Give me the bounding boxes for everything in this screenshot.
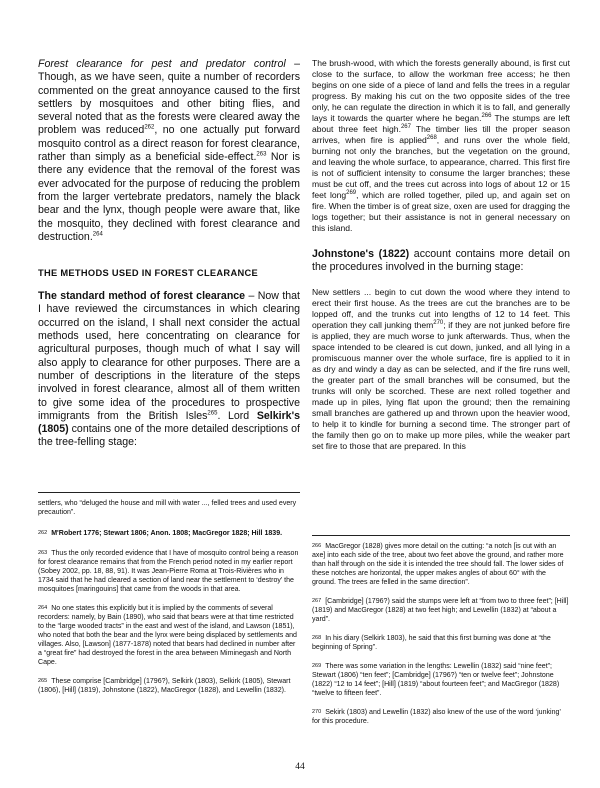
- left-column: [38, 58, 300, 450]
- quote-selkirk: [312, 58, 570, 234]
- left-footnotes: [38, 492, 300, 695]
- footnote-text: Thus the only recorded evidence that I have of mosquito control being a reason for forest clearance remains that from the French period noted in my earlier report (Sobey 2002, pp. 18, 88, 91). It was Jean-Pierre Roma at Trois-Rivières who in 1734 said that he had cleared a section of land near the settlement to ‘destroy’ the mosquitoes [maringouins] that came from the woods in that area.: [38, 550, 299, 593]
- text: account contains more detail on the procedures involved in the burning stage:: [312, 248, 570, 274]
- footnote-text: [Cambridge] (1796?) said the stumps were left at “from two to three feet”; [Hill] (1819) and MacGregor (1828) at two feet high; and Lewellin (1832) at “about a yard”.: [312, 598, 569, 623]
- text: – Now that I have reviewed the circumstances in which clearing occurred on the island, I shall next consider the actual methods used, here concentrating on clearance for agricultural purposes, though much of what I say will also apply to clearance for other purposes. There are a number of descriptions in the literature of the steps involved in forest clearance, almost all of them written to give some idea of the procedures to prospective immigrants from the British Isles: [38, 290, 300, 422]
- text: The stumps are left about three feet high.: [312, 113, 571, 134]
- right-footnotes: [312, 535, 570, 726]
- footnote-text: There was some variation in the lengths: Lewellin (1832) said “nine feet”; Stewart (1806) “ten feet”; [Cambridge] (1796?) “ten or twelve feet”; Johnstone (1822) “12 to 14 feet”; [Hill] (1819) “about fourteen feet”; and MacGregor (1828) “twelve to fifteen feet”.: [312, 663, 560, 697]
- right-column: [312, 58, 570, 452]
- footnote-number: 267: [312, 598, 322, 604]
- bold-citation: Selkirk's (1805): [38, 409, 300, 436]
- footnote-268: [312, 634, 570, 652]
- footnote-270: [312, 708, 570, 726]
- text: , which are rolled together, piled up, and again set on fire. When the timber is of great size, oxen are used for dragging the logs together; but their assistance is not in general necessary on this island.: [312, 190, 570, 233]
- footnote-number: 265: [38, 678, 48, 684]
- footnote-ref[interactable]: 269: [346, 190, 357, 197]
- footnote-rule: [312, 535, 570, 536]
- bold-lead: Johnstone's (1822): [312, 248, 410, 260]
- footnote-262: [38, 529, 300, 538]
- footnote-266: [312, 542, 570, 587]
- footnote-number: 262: [38, 530, 48, 536]
- footnote-number: 264: [38, 605, 48, 611]
- paragraph-standard-method: [38, 290, 300, 450]
- footnote-ref[interactable]: 265: [207, 410, 218, 417]
- footnote-269: [312, 662, 570, 698]
- footnote-ref[interactable]: 263: [256, 151, 267, 158]
- italic-lead: Forest clearance for pest and predator control: [38, 58, 286, 70]
- text: . Lord: [217, 409, 257, 422]
- footnote-number: 263: [38, 550, 48, 556]
- text: New settlers ... begin to cut down the wood where they intend to erect their first house. As the trees are cut the branches are to be lopped off, and the trunks cut into lengths of 12 to 14 feet. This operation they call junking them: [312, 286, 570, 330]
- footnote-text: M'Robert 1776; Stewart 1806; Anon. 1808; MacGregor 1828; Hill 1839.: [51, 530, 283, 537]
- footnote-text: MacGregor (1828) gives more detail on the cutting: “a notch [is cut with an axe] into each side of the tree, about two feet above the ground, and rather more than half through on the side it is intended the tree should fall. The lower sides of these notches are horizontal, the upper makes angles of about 60° with the ground. The trees are felled in the same direction”.: [312, 543, 564, 586]
- footnote-ref[interactable]: 266: [481, 113, 492, 120]
- footnote-264: [38, 604, 300, 667]
- text: The timber lies till the proper season arrives, when fire is applied: [312, 124, 570, 145]
- page-number: 44: [295, 762, 305, 772]
- text: contains one of the more detailed descriptions of the tree-felling stage:: [38, 423, 300, 449]
- text: The brush-wood, with which the forests generally abound, is first cut close to the surface, to allow the workman free access; he then begins on one side of a piece of land and fells the trees in a regular progress. By making his cut on the two opposite sides of the tree only, he can regulate the direction in which it is to fall, and generally lays it towards the quarter where he began.: [312, 58, 570, 123]
- footnote-ref[interactable]: 270: [433, 319, 444, 326]
- text: , no one actually put forward mosquito control as a direct reason for forest clearance, rather than simply as a beneficial side-effect.: [38, 124, 300, 164]
- footnote-text: Sekirk (1803) and Lewellin (1832) also knew of the use of the word ‘junking’ for this procedure.: [312, 709, 561, 725]
- paragraph-johnstone: [312, 248, 570, 275]
- paragraph-pest-control: [38, 58, 300, 244]
- footnote-ref[interactable]: 267: [400, 124, 411, 131]
- text: Nor is there any evidence that the removal of the forest was ever advocated for the purpose of reducing the problem from the larger vertebrate predators, namely the black bear and the lynx, though people were aware that, like the mosquito, they declined with forest clearance and destruction.: [38, 151, 300, 243]
- footnote-267: [312, 597, 570, 624]
- footnote-ref[interactable]: 262: [144, 124, 155, 131]
- footnote-continuation: settlers, who “deluged the house and mill with water ..., felled trees and used every precaution”.: [38, 500, 297, 516]
- footnote-text: No one states this explicitly but it is implied by the comments of several recorders: namely, by Bain (1890), who said that bears were at that time restricted to the “large wooded tracts” in the east and west of the island, and Lawson (1851), who noted that both the bear and the lynx were being displaced by settlements and villages. Also, [Lawson] (1877-1878) noted that bears had declined in number after a “great fire” had destroyed the forest in the area between Miminegash and North Cape.: [38, 605, 297, 666]
- footnote-number: 268: [312, 635, 322, 641]
- footnote-number: 266: [312, 543, 322, 549]
- text: ; if they are not junked before fire is applied, they are much worse to junk afterwards. Thus, when the space intended to be cleared is cut down, junked, and all lying in a promiscuous manner over the whole surface, fire is applied to it in as dry and windy a day as can be selected, and if the fire runs well, the greater part of the small branches will be consumed, but the trunks will only be scorched. These are next rolled together and made up in piles, lying flat upon the ground; then the remaining small branches are gathered up and thrown upon the heavier wood, to help it to kindle for burning a second time. The stronger part of the family then go on to make up more piles, while the weaker part set fire to those that are prepared. In this: [312, 319, 570, 451]
- footnote-265: [38, 677, 300, 695]
- text: , and runs over the whole field, burning not only the branches, but the vegetation on the ground, and leaving the whole surface, to appearance, charred. This first fire is not of sufficient intensity to consume the larger branches; these must be cut off, and the trees cut across into logs of about 12 or 15 feet long: [312, 135, 571, 200]
- footnote-number: 269: [312, 663, 322, 669]
- footnote-ref[interactable]: 264: [92, 231, 103, 238]
- footnote-text: These comprise [Cambridge] (1796?), Selkirk (1803), Selkirk (1805), Stewart (1806), [Hill] (1819), Johnstone (1822), MacGregor (1828), and Lewellin (1832).: [38, 678, 291, 694]
- footnote-text: In his diary (Selkirk 1803), he said that this first burning was done at “the beginning of Spring”.: [312, 635, 551, 651]
- footnote-263: [38, 549, 300, 594]
- section-heading: THE METHODS USED IN FOREST CLEARANCE: [38, 268, 258, 279]
- bold-lead: The standard method of forest clearance: [38, 290, 246, 303]
- quote-johnstone: [312, 287, 570, 452]
- text: – Though, as we have seen, quite a number of recorders commented on the great annoyance caused to the first settlers by mosquitoes and other biting flies, and several noted that as the forests were cleared away the problem was reduced: [38, 58, 300, 137]
- footnote-number: 270: [312, 709, 322, 715]
- footnote-ref[interactable]: 268: [426, 135, 437, 142]
- footnote-rule: [38, 492, 300, 493]
